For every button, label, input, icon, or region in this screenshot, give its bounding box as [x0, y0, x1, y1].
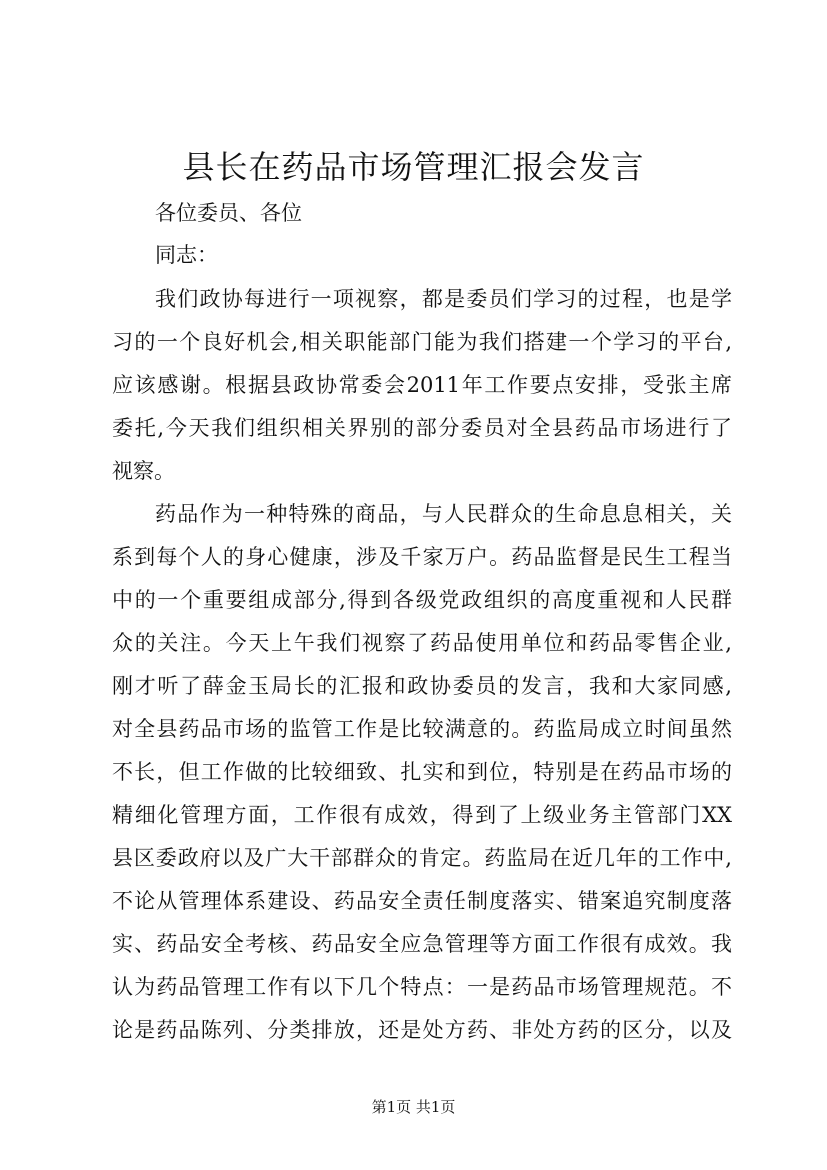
body-line: 习的一个良好机会,相关职能部门能为我们搭建一个学习的平台,	[112, 330, 732, 354]
body-line: 对全县药品市场的监管工作是比较满意的。药监局成立时间虽然	[112, 717, 732, 741]
body-line: 委托,今天我们组织相关界别的部分委员对全县药品市场进行了	[112, 416, 732, 440]
salutation-line: 同志：	[155, 243, 218, 267]
body-line: 众的关注。今天上午我们视察了药品使用单位和药品零售企业,	[112, 631, 732, 655]
body-line: 系到每个人的身心健康，涉及千家万户。药品监督是民生工程当	[112, 545, 732, 569]
body-line: 实、药品安全考核、药品安全应急管理等方面工作很有成效。我	[112, 932, 732, 956]
salutation-line: 各位委员、各位	[155, 201, 302, 225]
page-number: 第1页 共1页	[371, 1098, 456, 1116]
document-title: 县长在药品市场管理汇报会发言	[182, 148, 645, 186]
body-line: 中的一个重要组成部分,得到各级党政组织的高度重视和人民群	[112, 588, 732, 612]
body-line: 应该感谢。根据县政协常委会2011年工作要点安排，受张主席	[112, 373, 732, 397]
body-line: 县区委政府以及广大干部群众的肯定。药监局在近几年的工作中,	[112, 846, 732, 870]
body-line: 论是药品陈列、分类排放，还是处方药、非处方药的区分，以及	[112, 1018, 732, 1042]
body-line: 我们政协每进行一项视察，都是委员们学习的过程，也是学	[155, 287, 732, 311]
body-line: 精细化管理方面，工作很有成效，得到了上级业务主管部门XX	[112, 803, 732, 827]
body-line: 刚才听了薛金玉局长的汇报和政协委员的发言，我和大家同感,	[112, 674, 732, 698]
body-line: 视察。	[112, 459, 175, 483]
body-line: 不长，但工作做的比较细致、扎实和到位，特别是在药品市场的	[112, 760, 732, 784]
body-line: 认为药品管理工作有以下几个特点：一是药品市场管理规范。不	[112, 975, 732, 999]
body-line: 药品作为一种特殊的商品，与人民群众的生命息息相关，关	[155, 502, 732, 526]
body-line: 不论从管理体系建设、药品安全责任制度落实、错案追究制度落	[112, 889, 732, 913]
